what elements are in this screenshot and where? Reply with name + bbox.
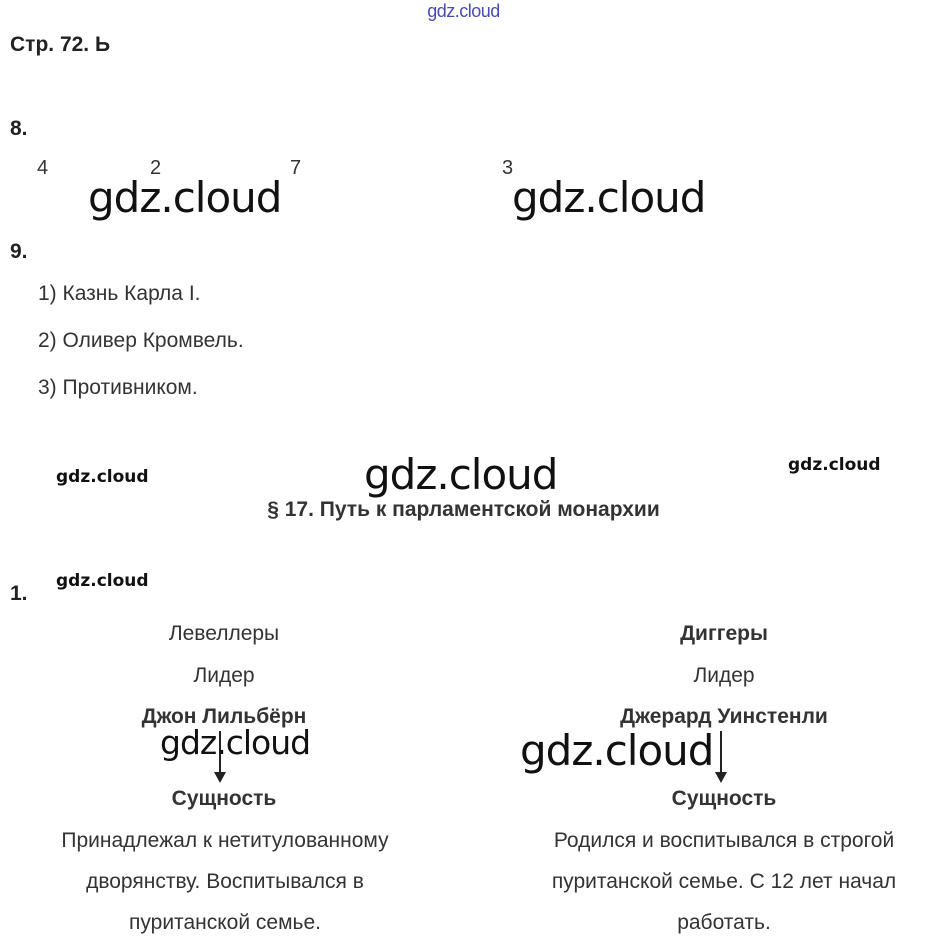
task-9-answer-1: 1) Казнь Карла I.: [38, 282, 201, 305]
watermark-big-1: gdz.cloud: [88, 173, 282, 222]
task-8-digit-2: 2: [150, 157, 162, 179]
watermark-mid-1: gdz.cloud: [160, 723, 311, 762]
right-essence-text: Родился и воспитывался в строгой пуританской семье. С 12 лет начал работать.: [551, 829, 897, 934]
right-arrow-head: [715, 772, 727, 783]
watermark-small-3: gdz.cloud: [56, 571, 149, 591]
top-watermark: gdz.cloud: [427, 1, 500, 21]
left-group-name: Левеллеры: [168, 622, 280, 645]
right-arrow-line: [720, 731, 722, 774]
watermark-big-2: gdz.cloud: [512, 173, 706, 222]
task-8-digit-4: 3: [502, 157, 514, 179]
watermark-big-4: gdz.cloud: [520, 726, 714, 775]
left-essence-text: Принадлежал к нетитулованному дворянству. Воспитывался в пуританской семье.: [61, 829, 389, 934]
right-essence-label: Сущность: [671, 787, 777, 810]
task-9-answer-3: 3) Противником.: [38, 376, 198, 399]
right-group-name: Диггеры: [680, 622, 768, 645]
watermark-small-2: gdz.cloud: [788, 455, 881, 475]
section-title: § 17. Путь к парламентской монархии: [267, 498, 660, 521]
task-8-digit-1: 4: [37, 157, 49, 179]
watermark-big-3: gdz.cloud: [364, 450, 558, 499]
left-arrow-head: [214, 772, 226, 783]
task-9-label: 9.: [10, 240, 28, 263]
task-8-digit-3: 7: [290, 157, 302, 179]
left-leader-label: Лидер: [193, 664, 255, 687]
left-essence-label: Сущность: [171, 787, 277, 810]
right-leader-label: Лидер: [693, 664, 755, 687]
page-reference: Стр. 72. Ь: [10, 33, 111, 56]
right-leader-name: Джерард Уинстенли: [620, 705, 828, 728]
task-1-label: 1.: [10, 582, 28, 605]
left-leader-name: Джон Лильбёрн: [141, 705, 307, 728]
task-8-label: 8.: [10, 117, 28, 140]
watermark-small-1: gdz.cloud: [56, 467, 149, 487]
task-9-answer-2: 2) Оливер Кромвель.: [38, 329, 244, 352]
